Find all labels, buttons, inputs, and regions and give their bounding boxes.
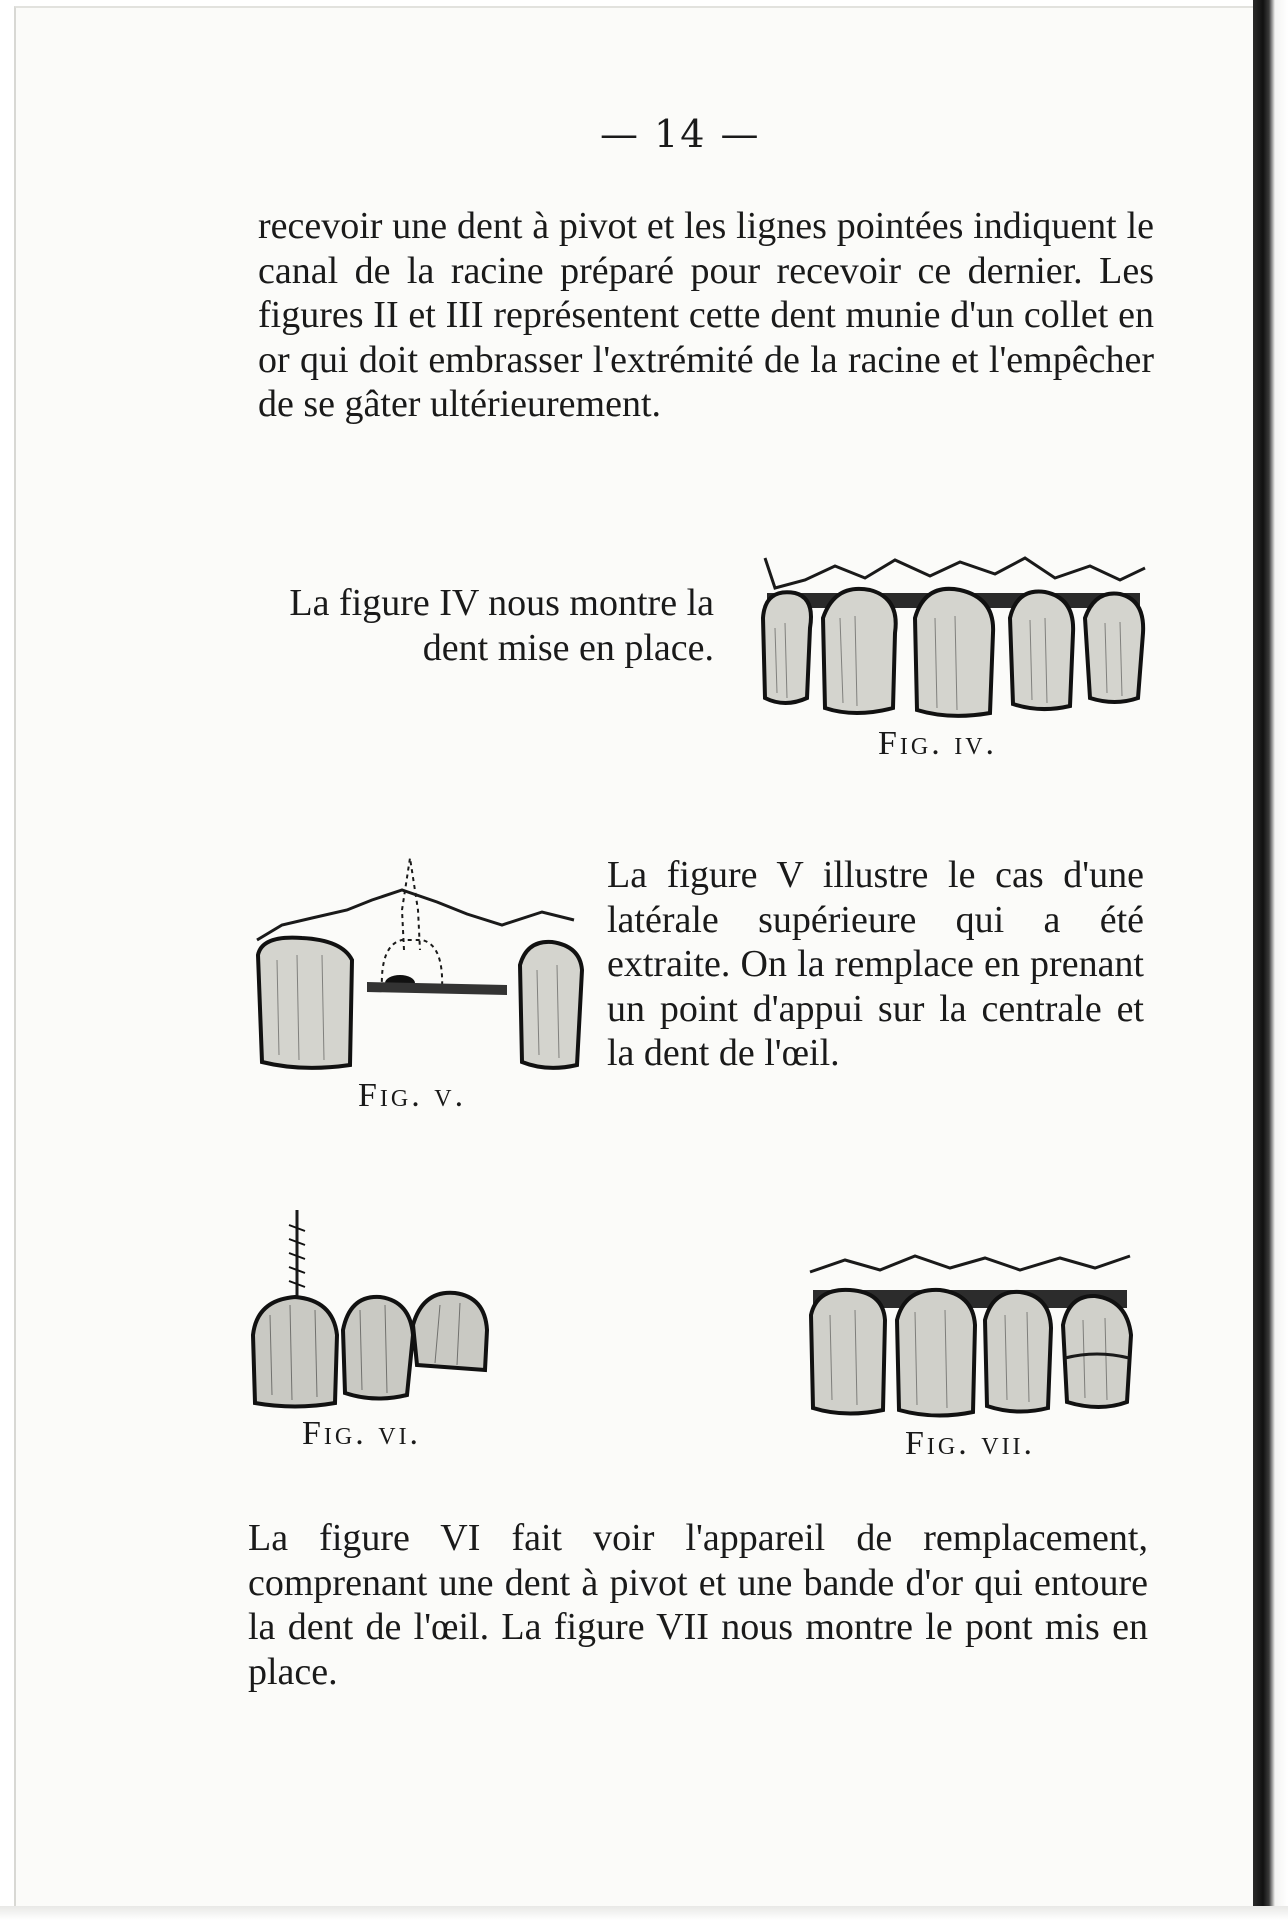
figure-v-caption: Fig. v. — [358, 1077, 467, 1114]
figure-vii-caption: Fig. vii. — [905, 1425, 1036, 1462]
paragraph-figure-v: La figure V illustre le cas d'une latérale supérieure qui a été extraite. On la remplace en prenant un point d'appui sur la centrale et la dent de l'œil. — [607, 854, 1144, 1074]
figure-vi-caption: Fig. vi. — [302, 1415, 422, 1452]
figure-v-illustration — [252, 850, 592, 1075]
paragraph-closing: La figure VI fait voir l'appareil de remplacement, comprenant une dent à pivot et une bande d'or qui entoure la dent de l'œil. La figure VII nous montre le pont mis en place. — [248, 1517, 1148, 1693]
paragraph-figure-iv: La figure IV nous montre la dent mise en place. — [289, 582, 714, 669]
figure-iv-illustration — [745, 548, 1155, 718]
page-bottom-edge — [0, 1906, 1288, 1920]
page-number: — 14 — — [600, 112, 761, 156]
page-edge-shadow — [1253, 0, 1288, 1920]
figure-vi-illustration — [245, 1205, 495, 1410]
paragraph-intro: recevoir une dent à pivot et les lignes pointées indiquent le canal de la racine préparé pour recevoir ce dernier. Les figures II et III représentent cette dent munie d'un collet en or qui doit embrasser l'extrémité de la racine et l'empêcher de se gâter ultérieurement. — [258, 205, 1154, 425]
figure-iv-caption: Fig. iv. — [878, 725, 998, 762]
figure-vii-illustration — [805, 1250, 1140, 1420]
